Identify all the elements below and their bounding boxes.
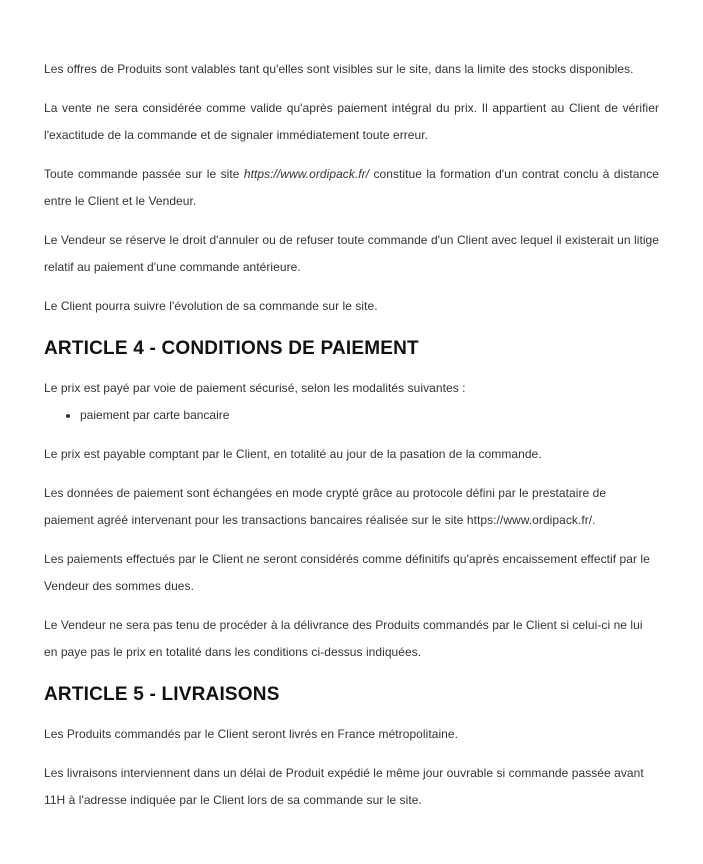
article-4-donnees: Les données de paiement sont échangées en mode crypté grâce au protocole défini par le prestataire de paiement agréé intervenant pour les transactions bancaires réalisée sur le site https://www.ordipack.fr/. [44, 486, 607, 527]
site-url: https://www.ordipack.fr/ [243, 167, 370, 181]
article-5-france: Les Produits commandés par le Client seront livrés en France métropolitaine. [44, 727, 458, 741]
paragraph-commande-end: constitue la formation d'un contrat conclu à distance entre le Client et le Vendeur. [44, 167, 659, 208]
article-4-intro: Le prix est payé par voie de paiement sécurisé, selon les modalités suivantes : [44, 381, 466, 395]
article-4-heading: ARTICLE 4 - CONDITIONS DE PAIEMENT [44, 338, 419, 359]
paragraph-vente: La vente ne sera considérée comme valide qu'après paiement intégral du prix. Il appartient au Client de vérifier l'exactitude de la commande et de signaler immédiatement toute erreur. [44, 101, 659, 142]
payment-methods-list [44, 402, 659, 429]
document-body [44, 0, 659, 814]
paragraph-suivi: Le Client pourra suivre l'évolution de sa commande sur le site. [44, 299, 378, 313]
article-5-delai: Les livraisons interviennent dans un délai de Produit expédié le même jour ouvrable si commande passée avant 11H à l'adresse indiquée par le Client lors de sa commande sur le site. [44, 766, 644, 807]
paragraph-commande-start: Toute commande passée sur le site [44, 167, 244, 181]
paragraph-offres: Les offres de Produits sont valables tant qu'elles sont visibles sur le site, dans la limite des stocks disponibles. [44, 62, 634, 76]
article-4-comptant: Le prix est payable comptant par le Client, en totalité au jour de la pasation de la commande. [44, 447, 542, 461]
payment-method-item: • paiement par carte bancaire [80, 402, 659, 429]
article-4-delivrance: Le Vendeur ne sera pas tenu de procéder à la délivrance des Produits commandés par le Client si celui-ci ne lui en paye pas le prix en totalité dans les conditions ci-dessus indiquées. [44, 618, 643, 659]
article-4-paiements: Les paiements effectués par le Client ne seront considérés comme définitifs qu'après encaissement effectif par le Vendeur des sommes dues. [44, 552, 650, 593]
paragraph-annulation: Le Vendeur se réserve le droit d'annuler ou de refuser toute commande d'un Client avec lequel il existerait un litige relatif au paiement d'une commande antérieure. [44, 233, 659, 274]
article-5-heading: ARTICLE 5 - LIVRAISONS [44, 684, 280, 705]
paragraph-commande [44, 161, 659, 215]
